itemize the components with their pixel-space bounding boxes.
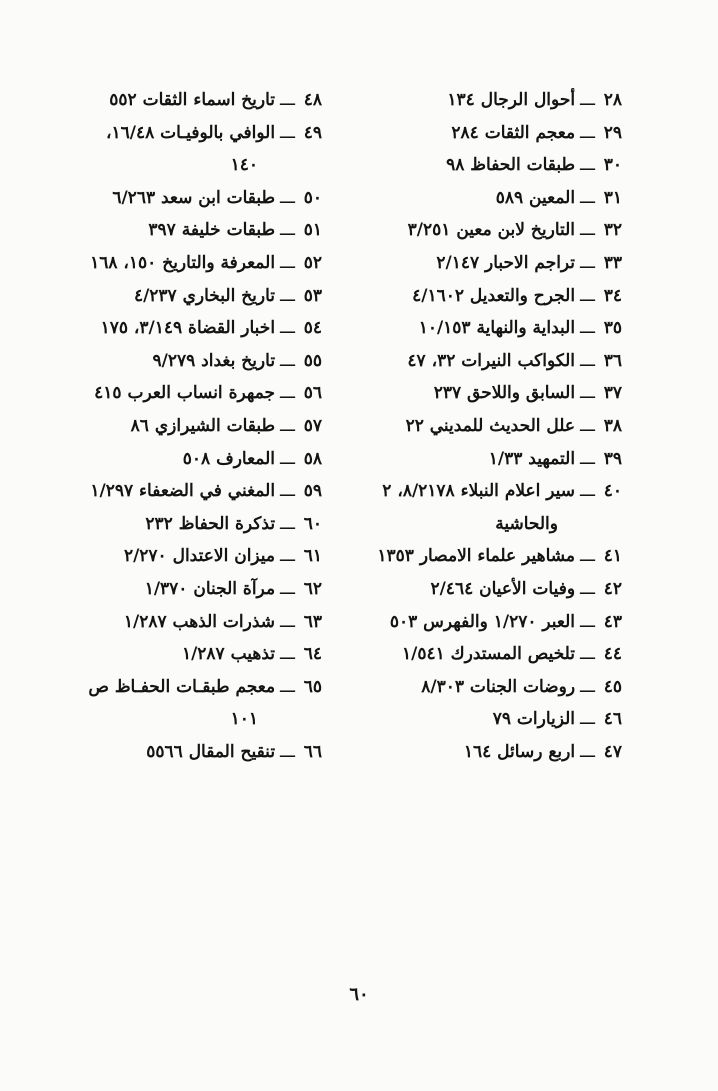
entry-number: ٤٠ xyxy=(603,481,622,502)
reference-entry xyxy=(352,736,622,769)
entry-title: علل الحديث للمديني ٢٢ xyxy=(405,415,576,436)
entry-number: ٤٢ xyxy=(603,578,622,599)
entry-number: ٣٥ xyxy=(603,318,622,339)
entry-title: سير اعلام النبلاء ٨/٢١٧٨، ٢ xyxy=(382,481,576,502)
entry-dash: ـــ xyxy=(280,122,295,143)
reference-entry xyxy=(42,606,322,639)
entry-dash: ـــ xyxy=(280,252,295,273)
reference-entry xyxy=(42,117,322,150)
entry-title: السابق واللاحق ٢٣٧ xyxy=(433,383,576,404)
entry-title: أحوال الرجال ١٣٤ xyxy=(447,90,576,110)
entry-dash: ـــ xyxy=(580,644,595,665)
entry-title: طبقات الشيرازي ٨٦ xyxy=(130,415,276,436)
entry-title: الكواكب النيرات ٣٢، ٤٧ xyxy=(407,350,576,371)
entry-dash: ـــ xyxy=(580,122,595,143)
entry-number: ٦٣ xyxy=(303,611,322,632)
entry-dash: ـــ xyxy=(280,383,295,404)
reference-entry xyxy=(352,606,622,639)
entry-title: ١٠١ xyxy=(230,709,258,730)
entry-dash: ـــ xyxy=(280,220,295,241)
entry-title: الوافي بالوفيـات ١٦/٤٨، xyxy=(105,122,276,143)
reference-entry xyxy=(42,671,322,704)
reference-entry xyxy=(352,638,622,671)
entry-dash: ـــ xyxy=(280,285,295,306)
right-column xyxy=(352,84,622,768)
entry-title: تذهيب ١/٢٨٧ xyxy=(181,644,276,665)
reference-entry xyxy=(352,377,622,410)
entry-title: التمهيد ١/٣٣ xyxy=(488,448,576,469)
entry-number: ٤٦ xyxy=(603,709,622,730)
entry-number: ٤٧ xyxy=(603,741,622,762)
entry-number: ٣٦ xyxy=(603,350,622,371)
entry-dash: ـــ xyxy=(580,252,595,273)
reference-entry xyxy=(42,443,322,476)
reference-entry-continuation xyxy=(352,508,622,541)
entry-dash: ـــ xyxy=(280,187,295,208)
entry-title: العبر ١/٢٧٠ والفهرس ٥٠٣ xyxy=(389,611,576,632)
entry-title: طبقات خليفة ٣٩٧ xyxy=(148,220,276,241)
entry-title: تلخيص المستدرك ١/٥٤١ xyxy=(402,644,576,665)
entry-dash: ـــ xyxy=(580,709,595,730)
entry-number: ٤٤ xyxy=(603,644,622,665)
entry-title: معجم طبقـات الحفـاظ ص xyxy=(88,676,276,697)
entry-dash: ـــ xyxy=(580,676,595,697)
entry-number: ٥٤ xyxy=(303,318,322,339)
entry-number: ٥٠ xyxy=(303,187,322,208)
entry-number: ٦٦ xyxy=(303,741,322,762)
reference-entry xyxy=(352,280,622,313)
entry-dash: ـــ xyxy=(280,644,295,665)
entry-number: ٣٣ xyxy=(603,252,622,273)
reference-entry xyxy=(352,84,622,117)
entry-dash: ـــ xyxy=(280,513,295,534)
reference-entry xyxy=(352,540,622,573)
entry-title: البداية والنهاية ١٠/١٥٣ xyxy=(418,318,576,339)
entry-number: ٤٩ xyxy=(303,122,322,143)
reference-entry xyxy=(42,247,322,280)
entry-number: ٥٩ xyxy=(303,481,322,502)
entry-title: المعارف ٥٠٨ xyxy=(182,448,276,469)
entry-dash: ـــ xyxy=(280,415,295,436)
entry-number: ٦٤ xyxy=(303,644,322,665)
entry-title: التاريخ لابن معين ٣/٢٥١ xyxy=(407,220,576,241)
entry-title: اربع رسائل ١٦٤ xyxy=(463,741,576,762)
entry-dash: ـــ xyxy=(580,383,595,404)
entry-number: ٦٥ xyxy=(303,676,322,697)
entry-title: تاريخ البخاري ٤/٢٣٧ xyxy=(133,285,276,306)
reference-entry xyxy=(352,312,622,345)
left-column xyxy=(42,84,322,768)
entry-number: ٣٨ xyxy=(603,415,622,436)
entry-number: ٢٩ xyxy=(603,122,622,143)
entry-title: الجرح والتعديل ٤/١٦٠٢ xyxy=(412,285,576,306)
entry-title: شذرات الذهب ١/٢٨٧ xyxy=(123,611,276,632)
reference-entry xyxy=(352,573,622,606)
entry-title: المغني في الضعفاء ١/٢٩٧ xyxy=(90,481,276,502)
entry-dash: ـــ xyxy=(280,481,295,502)
reference-entry xyxy=(42,280,322,313)
entry-title: وفيات الأعيان ٢/٤٦٤ xyxy=(430,578,576,599)
reference-entry xyxy=(42,573,322,606)
entry-number: ٥٨ xyxy=(303,448,322,469)
entry-number: ٤٥ xyxy=(603,676,622,697)
entry-dash: ـــ xyxy=(580,448,595,469)
reference-entry xyxy=(42,410,322,443)
entry-title: والحاشية xyxy=(495,513,558,534)
entry-number: ٥٦ xyxy=(303,383,322,404)
entry-title: اخبار القضاة ٣/١٤٩، ١٧٥ xyxy=(100,318,276,339)
entry-title: تراجم الاحبار ٢/١٤٧ xyxy=(436,252,576,273)
reference-entry xyxy=(352,410,622,443)
entry-dash: ـــ xyxy=(280,448,295,469)
entry-title: معجم الثقات ٢٨٤ xyxy=(451,122,576,143)
entry-dash: ـــ xyxy=(580,155,595,176)
entry-number: ٦٢ xyxy=(303,578,322,599)
entry-number: ٥١ xyxy=(303,220,322,241)
reference-entry-continuation xyxy=(42,149,322,182)
entry-title: جمهرة انساب العرب ٤١٥ xyxy=(94,383,276,404)
entry-number: ٣٤ xyxy=(603,285,622,306)
entry-dash: ـــ xyxy=(580,578,595,599)
entry-number: ٥٣ xyxy=(303,285,322,306)
entry-title: المعرفة والتاريخ ١٥٠، ١٦٨ xyxy=(90,252,276,273)
entry-title: طبقات ابن سعد ٦/٢٦٣ xyxy=(112,187,276,208)
reference-entry xyxy=(352,443,622,476)
reference-entry xyxy=(42,312,322,345)
reference-entry xyxy=(352,247,622,280)
entry-dash: ـــ xyxy=(280,578,295,599)
reference-entry xyxy=(352,182,622,215)
entry-dash: ـــ xyxy=(580,187,595,208)
entry-dash: ـــ xyxy=(580,611,595,632)
entry-title: تاريخ اسماء الثقات ٥٥٢ xyxy=(109,90,276,110)
entry-number: ٥٢ xyxy=(303,252,322,273)
entry-title: مشاهير علماء الامصار ١٣٥٣ xyxy=(377,546,576,567)
entry-dash: ـــ xyxy=(280,350,295,371)
entry-dash: ـــ xyxy=(280,741,295,762)
entry-dash: ـــ xyxy=(280,676,295,697)
reference-entry xyxy=(42,84,322,117)
entry-dash: ـــ xyxy=(580,415,595,436)
entry-number: ٤٨ xyxy=(303,90,322,110)
entry-number: ٤١ xyxy=(603,546,622,567)
entry-title: الزيارات ٧٩ xyxy=(492,709,576,730)
entry-dash: ـــ xyxy=(280,546,295,567)
entry-number: ٥٧ xyxy=(303,415,322,436)
entry-dash: ـــ xyxy=(280,90,295,110)
entry-dash: ـــ xyxy=(580,481,595,502)
entry-dash: ـــ xyxy=(580,220,595,241)
reference-entry xyxy=(352,214,622,247)
entry-title: المعين ٥٨٩ xyxy=(495,187,576,208)
entry-title: مرآة الجنان ١/٣٧٠ xyxy=(144,578,276,599)
entry-dash: ـــ xyxy=(580,318,595,339)
entry-dash: ـــ xyxy=(580,350,595,371)
entry-number: ٦٠ xyxy=(303,513,322,534)
reference-entry xyxy=(42,638,322,671)
entry-number: ٣٢ xyxy=(603,220,622,241)
entry-dash: ـــ xyxy=(280,611,295,632)
reference-entry xyxy=(42,377,322,410)
reference-entry xyxy=(352,345,622,378)
entry-dash: ـــ xyxy=(580,741,595,762)
entry-title: روضات الجنات ٨/٣٠٣ xyxy=(421,676,576,697)
reference-entry xyxy=(42,508,322,541)
page-number: ٦٠ xyxy=(349,984,369,1005)
entry-dash: ـــ xyxy=(580,285,595,306)
reference-entry xyxy=(42,182,322,215)
entry-number: ٥٥ xyxy=(303,350,322,371)
entry-title: تنقيح المقال ٥٥٦٦ xyxy=(146,741,276,762)
reference-entry xyxy=(42,475,322,508)
entry-number: ٢٨ xyxy=(603,90,622,110)
entry-title: تاريخ بغداد ٩/٢٧٩ xyxy=(152,350,276,371)
reference-entry xyxy=(352,149,622,182)
reference-entry xyxy=(42,736,322,769)
entry-dash: ـــ xyxy=(580,90,595,110)
entry-title: طبقات الحفاظ ٩٨ xyxy=(446,155,576,176)
entry-number: ٤٣ xyxy=(603,611,622,632)
entry-title: ١٤٠ xyxy=(230,155,258,176)
reference-entry xyxy=(352,671,622,704)
entry-dash: ـــ xyxy=(280,318,295,339)
entry-number: ٣٩ xyxy=(603,448,622,469)
entry-number: ٣٧ xyxy=(603,383,622,404)
reference-entry-continuation xyxy=(42,703,322,736)
entry-title: ميزان الاعتدال ٢/٢٧٠ xyxy=(123,546,276,567)
reference-entry xyxy=(42,540,322,573)
entry-title: تذكرة الحفاظ ٢٣٢ xyxy=(145,513,276,534)
reference-entry xyxy=(352,475,622,508)
reference-entry xyxy=(42,345,322,378)
reference-entry xyxy=(42,214,322,247)
entry-number: ٦١ xyxy=(303,546,322,567)
reference-entry xyxy=(352,117,622,150)
entry-dash: ـــ xyxy=(580,546,595,567)
entry-number: ٣١ xyxy=(603,187,622,208)
entry-number: ٣٠ xyxy=(603,155,622,176)
reference-entry xyxy=(352,703,622,736)
